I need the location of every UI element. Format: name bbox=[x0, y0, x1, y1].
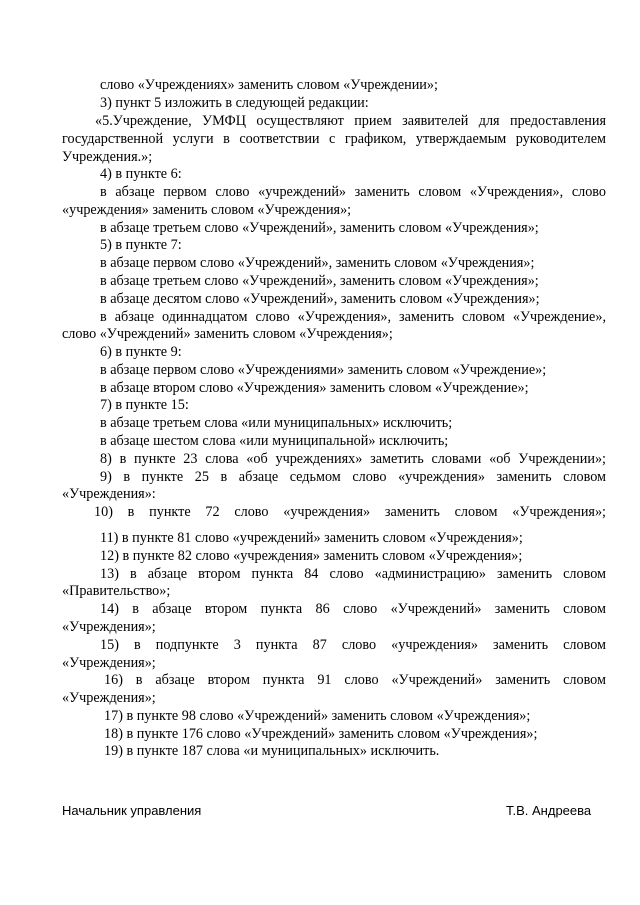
doc-line: 9) в пункте 25 в абзаце седьмом слово «учреждения» заменить словом bbox=[100, 469, 606, 485]
doc-line: 13) в абзаце втором пункта 84 слово «администрацию» заменить словом bbox=[100, 566, 606, 582]
doc-line: 14) в абзаце втором пункта 86 слово «Учреждений» заменить словом bbox=[100, 601, 606, 617]
doc-line: в абзаце шестом слова «или муниципальной» исключить; bbox=[100, 433, 449, 449]
doc-line: слово «Учреждений» заменить словом «Учреждения»; bbox=[62, 326, 393, 342]
doc-line: в абзаце первом слово «Учреждений», заменить словом «Учреждения»; bbox=[100, 255, 535, 271]
doc-line: в абзаце втором слово «Учреждения» заменить словом «Учреждение»; bbox=[100, 380, 529, 396]
doc-line: 4) в пункте 6: bbox=[100, 166, 182, 182]
doc-line: 11) в пункте 81 слово «учреждений» заменить словом «Учреждения»; bbox=[100, 530, 523, 546]
doc-line: в абзаце третьем слово «Учреждений», заменить словом «Учреждения»; bbox=[100, 273, 539, 289]
doc-line: 5) в пункте 7: bbox=[100, 237, 182, 253]
doc-line: 7) в пункте 15: bbox=[100, 397, 189, 413]
signature-position: Начальник управления bbox=[62, 803, 202, 818]
doc-line: «Учреждения»; bbox=[62, 619, 156, 635]
doc-line: в абзаце третьем слово «Учреждений», заменить словом «Учреждения»; bbox=[100, 220, 539, 236]
doc-line: в абзаце третьем слова «или муниципальных» исключить; bbox=[100, 415, 453, 431]
doc-line: в абзаце десятом слово «Учреждений», заменить словом «Учреждения»; bbox=[100, 291, 540, 307]
doc-line: 12) в пункте 82 слово «учреждения» заменить словом «Учреждения»; bbox=[100, 548, 523, 564]
signature-name: Т.В. Андреева bbox=[506, 803, 592, 818]
doc-line: «Учреждения»; bbox=[62, 655, 156, 671]
doc-line: «Учреждения»; bbox=[62, 690, 156, 706]
doc-line: «Правительство»; bbox=[62, 583, 171, 599]
doc-line: «учреждения» заменить словом «Учреждения»; bbox=[62, 202, 352, 218]
doc-line: 8) в пункте 23 слова «об учреждениях» заметить словами «об Учреждении»; bbox=[100, 451, 606, 467]
doc-line: государственной услуги в соответствии с графиком, утверждаемым руководителем bbox=[62, 131, 606, 147]
doc-line: 10) в пункте 72 слово «учреждения» заменить словом «Учреждения»; bbox=[94, 504, 606, 520]
doc-line: слово «Учреждениях» заменить словом «Учреждении»; bbox=[100, 77, 438, 93]
doc-line: «Учреждения»: bbox=[62, 486, 156, 502]
doc-line: 6) в пункте 9: bbox=[100, 344, 182, 360]
doc-line: 19) в пункте 187 слова «и муниципальных» исключить. bbox=[104, 743, 440, 759]
doc-line: 18) в пункте 176 слово «Учреждений» заменить словом «Учреждения»; bbox=[104, 726, 538, 742]
doc-line: в абзаце первом слово «Учреждениями» заменить словом «Учреждение»; bbox=[100, 362, 547, 378]
doc-line: «5.Учреждение, УМФЦ осуществляют прием заявителей для предоставления bbox=[95, 113, 606, 129]
doc-line: 3) пункт 5 изложить в следующей редакции: bbox=[100, 95, 369, 111]
doc-line: 16) в абзаце втором пункта 91 слово «Учреждений» заменить словом bbox=[104, 672, 606, 688]
doc-line: 15) в подпункте 3 пункта 87 слово «учреждения» заменить словом bbox=[100, 637, 606, 653]
doc-line: Учреждения.»; bbox=[62, 149, 153, 165]
doc-line: в абзаце первом слово «учреждений» заменить словом «Учреждения», слово bbox=[100, 184, 606, 200]
doc-line: в абзаце одиннадцатом слово «Учреждения», заменить словом «Учреждение», bbox=[100, 309, 606, 325]
doc-line: 17) в пункте 98 слово «Учреждений» заменить словом «Учреждения»; bbox=[104, 708, 531, 724]
